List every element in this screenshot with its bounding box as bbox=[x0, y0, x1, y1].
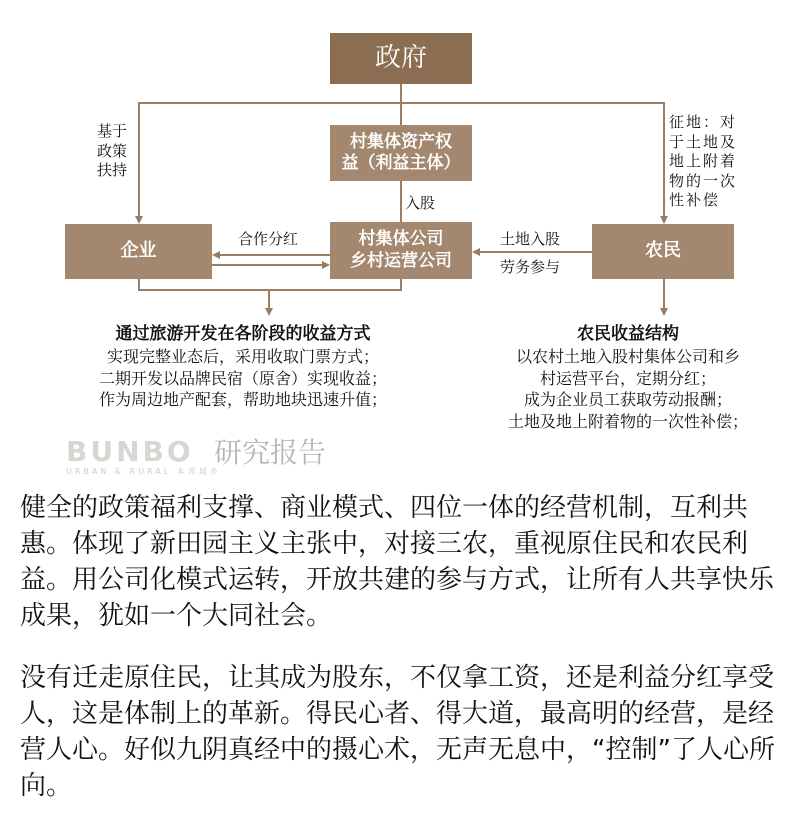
label-line: 扶持 bbox=[97, 161, 128, 179]
label-land-equity: 土地入股 bbox=[500, 230, 561, 248]
arrow-to-farmer-income bbox=[660, 308, 668, 316]
paragraph-1: 健全的政策福利支撑、商业模式、四位一体的经营机制，互利共惠。体现了新田园主义主张中，对接三农，重视原住民和农民利益。用公司化模式运转，开放共建的参与方式，让所有人共享快乐成果，犹如一个大同社会。 bbox=[20, 493, 775, 631]
watermark-logo: BUNBO bbox=[66, 435, 194, 468]
connector-rights-to-company bbox=[400, 181, 402, 222]
farmer-income-line: 以农村土地入股村集体公司和乡 bbox=[515, 346, 740, 366]
node-government-label: 政府 bbox=[374, 43, 427, 74]
label-line: 性补偿 bbox=[669, 191, 721, 209]
node-company-line1: 村集体公司 bbox=[358, 229, 444, 250]
node-collective-rights-line1: 村集体资产权 bbox=[350, 131, 452, 152]
label-line: 政策 bbox=[97, 141, 128, 160]
watermark-subtitle: URBAN & RURAL 本邦城乡 bbox=[66, 467, 221, 476]
node-company-collective bbox=[330, 222, 472, 279]
label-cooperation-dividend: 合作分红 bbox=[238, 230, 299, 248]
node-company-line2: 乡村运营公司 bbox=[350, 250, 452, 271]
arrow-to-enterprise bbox=[135, 216, 143, 224]
revenue-line: 二期开发以品牌民宿（原舍）实现收益； bbox=[98, 368, 387, 388]
label-policy-support bbox=[97, 122, 127, 181]
node-farmers bbox=[592, 224, 734, 279]
label-line: 基于 bbox=[97, 122, 128, 140]
label-line: 物的一次 bbox=[669, 171, 738, 190]
node-enterprise-label: 企业 bbox=[120, 240, 157, 262]
node-collective-rights-line2: 益（利益主体） bbox=[341, 153, 461, 173]
arrow-to-company-right bbox=[322, 261, 330, 269]
label-labor-participation: 劳务参与 bbox=[500, 258, 561, 276]
label-equity-share: 入股 bbox=[405, 194, 436, 212]
arrow-to-enterprise-left bbox=[212, 251, 220, 259]
label-line: 地上附着 bbox=[669, 152, 738, 170]
connector-to-farmers bbox=[663, 102, 665, 216]
watermark-report: 研究报告 bbox=[214, 436, 327, 469]
node-enterprise bbox=[65, 224, 212, 279]
connector-company-to-enterprise bbox=[220, 254, 330, 256]
connector-gov-down bbox=[400, 84, 402, 125]
revenue-block bbox=[68, 323, 418, 411]
node-government bbox=[330, 33, 472, 84]
revenue-line: 实现完整业态后，采用收取门票方式； bbox=[106, 346, 379, 366]
arrow-to-farmers bbox=[660, 216, 668, 224]
revenue-title: 通过旅游开发在各阶段的收益方式 bbox=[115, 324, 371, 344]
label-line: 征地：对 bbox=[669, 113, 738, 131]
farmer-income-line: 村运营平台，定期分红； bbox=[539, 368, 716, 388]
paragraph-2: 没有迁走原住民，让其成为股东，不仅拿工资，还是利益分红享受人，这是体制上的革新。得民心者、得大道，最高明的经营，是经营人心。好似九阴真经中的摄心术，无声无息中，“控制”了人心所向。 bbox=[20, 663, 775, 801]
farmer-income-line: 成为企业员工获取劳动报酬； bbox=[523, 390, 732, 410]
farmer-income-block bbox=[478, 323, 778, 432]
connector-to-revenue bbox=[268, 289, 270, 309]
connector-farmers-to-company bbox=[480, 251, 592, 253]
connector-bottom-join bbox=[138, 289, 402, 291]
arrow-farmers-to-company bbox=[472, 248, 480, 256]
farmer-income-title: 农民收益结构 bbox=[577, 324, 679, 344]
watermark bbox=[66, 435, 327, 477]
connector-to-enterprise bbox=[138, 102, 140, 216]
revenue-line: 作为周边地产配套，帮助地块迅速升值； bbox=[98, 390, 387, 410]
node-farmers-label: 农民 bbox=[645, 240, 681, 262]
node-collective-rights bbox=[330, 125, 472, 181]
connector-enterprise-to-company bbox=[212, 264, 322, 266]
connector-farmers-down bbox=[663, 279, 665, 309]
connector-gov-branch bbox=[138, 102, 665, 104]
arrow-to-revenue bbox=[265, 308, 273, 316]
label-line: 于土地及 bbox=[669, 132, 738, 151]
label-land-acquisition bbox=[669, 113, 737, 211]
farmer-income-line: 土地及地上附着物的一次性补偿； bbox=[507, 411, 748, 431]
